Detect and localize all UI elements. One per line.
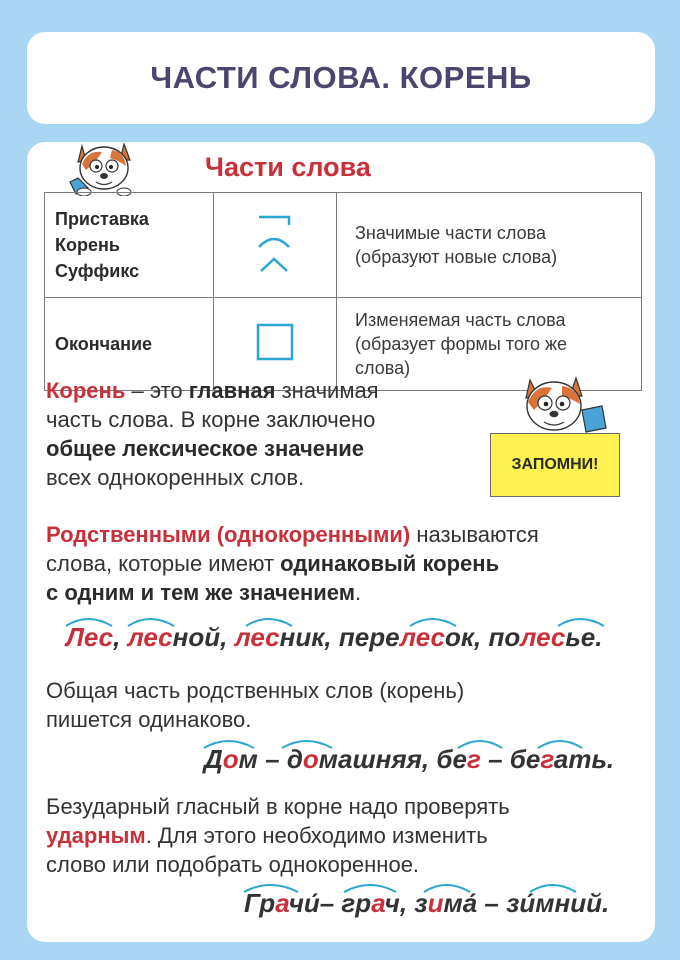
text: слова, которые имеют (46, 551, 281, 576)
remember-sign (490, 433, 620, 497)
title-card (27, 32, 655, 124)
root: лес (127, 622, 173, 652)
root-arcs-icon (240, 878, 640, 894)
prefix-root-suffix-icon (255, 211, 295, 275)
table-row (45, 193, 642, 298)
text: ать. (553, 744, 615, 774)
root-arcs-icon (200, 734, 600, 750)
definition-emphasis: общее лексическое значение (46, 436, 365, 461)
page-title: ЧАСТИ СЛОВА. КОРЕНЬ (150, 60, 532, 95)
text: значимая (275, 378, 379, 403)
prefix-label: Приставка (55, 209, 149, 229)
text: чи́ (288, 888, 320, 918)
suffix-label: Суффикс (55, 261, 140, 281)
text: бе (509, 744, 541, 774)
text: зи́ (506, 888, 536, 918)
text: – (319, 888, 342, 918)
text: , (474, 622, 489, 652)
text: бе (436, 744, 467, 774)
emphasis: с одним и тем же значением (46, 580, 356, 605)
text: Гр (244, 888, 276, 918)
text: ч (384, 888, 400, 918)
cat-mascot-icon (66, 138, 140, 196)
text: д (286, 744, 303, 774)
morpheme-desc-cell (337, 193, 642, 298)
text: – (480, 744, 510, 774)
text: Д (204, 744, 223, 774)
definition-line: всех однокоренных слов. (46, 465, 305, 490)
text: . (355, 580, 362, 605)
parts-title: Части слова (205, 152, 371, 182)
text: ной (172, 622, 221, 652)
vowel: о (222, 744, 239, 774)
root: лес (520, 622, 566, 652)
morpheme-symbols-cell (214, 193, 337, 298)
text: – (477, 888, 507, 918)
significant-parts-text: Значимые части слова (355, 223, 546, 243)
text: ник (279, 622, 325, 652)
significant-parts-note: (образуют новые слова) (355, 247, 558, 267)
text: пере (338, 622, 400, 652)
consonant: г (540, 744, 554, 774)
text: ма́ (443, 888, 478, 918)
text: – это (125, 378, 189, 403)
root: лес (399, 622, 445, 652)
text: ье. (565, 622, 603, 652)
rule-line: Безударный гласный в корне надо проверять (46, 794, 510, 819)
rule-line: Общая часть родственных слов (корень) (46, 678, 465, 703)
text: ок (444, 622, 475, 652)
text: называются (410, 522, 539, 547)
consonant: г (466, 744, 481, 774)
cat-mascot-icon (516, 376, 614, 438)
vowel: а (275, 888, 289, 918)
root: лес (234, 622, 280, 652)
parts-table (44, 192, 642, 391)
vowel: о (302, 744, 319, 774)
vowel: а (371, 888, 385, 918)
rule-check-vowel (46, 792, 646, 879)
text: з (414, 888, 428, 918)
related-term: Родственными (однокоренными) (46, 522, 411, 547)
rule-line: слово или подобрать однокоренное. (46, 852, 420, 877)
text: , (113, 622, 128, 652)
remember-label: ЗАПОМНИ! (511, 456, 599, 473)
root: Лес (66, 622, 114, 652)
ending-desc-line: (образует формы того же (355, 334, 568, 354)
ending-square-icon (255, 322, 295, 362)
text: по (488, 622, 521, 652)
rule-line: пишется одинаково. (46, 707, 252, 732)
ending-desc-line: Изменяемая часть слова (355, 310, 566, 330)
definition-line: часть слова. В корне заключено (46, 407, 376, 432)
stressed-term: ударным (46, 823, 146, 848)
related-definition (46, 520, 646, 607)
root-term: Корень (46, 378, 126, 403)
text: , (399, 888, 415, 918)
vowel: и (427, 888, 444, 918)
morpheme-names-cell (45, 193, 214, 298)
text: . Для этого необходимо изменить (145, 823, 488, 848)
ending-label: Окончание (55, 334, 153, 354)
text: м (238, 744, 258, 774)
root-arcs-icon (60, 612, 640, 628)
text: гр (341, 888, 372, 918)
text: – (257, 744, 287, 774)
ending-desc-line: слова) (355, 358, 411, 378)
text: мний. (535, 888, 610, 918)
rule-same-spelling (46, 676, 646, 734)
text: машняя, (318, 744, 437, 774)
text: , (220, 622, 235, 652)
root-definition (46, 376, 466, 492)
root-label: Корень (55, 235, 120, 255)
emphasis: одинаковый корень (280, 551, 500, 576)
text: , (324, 622, 339, 652)
emphasis: главная (188, 378, 276, 403)
